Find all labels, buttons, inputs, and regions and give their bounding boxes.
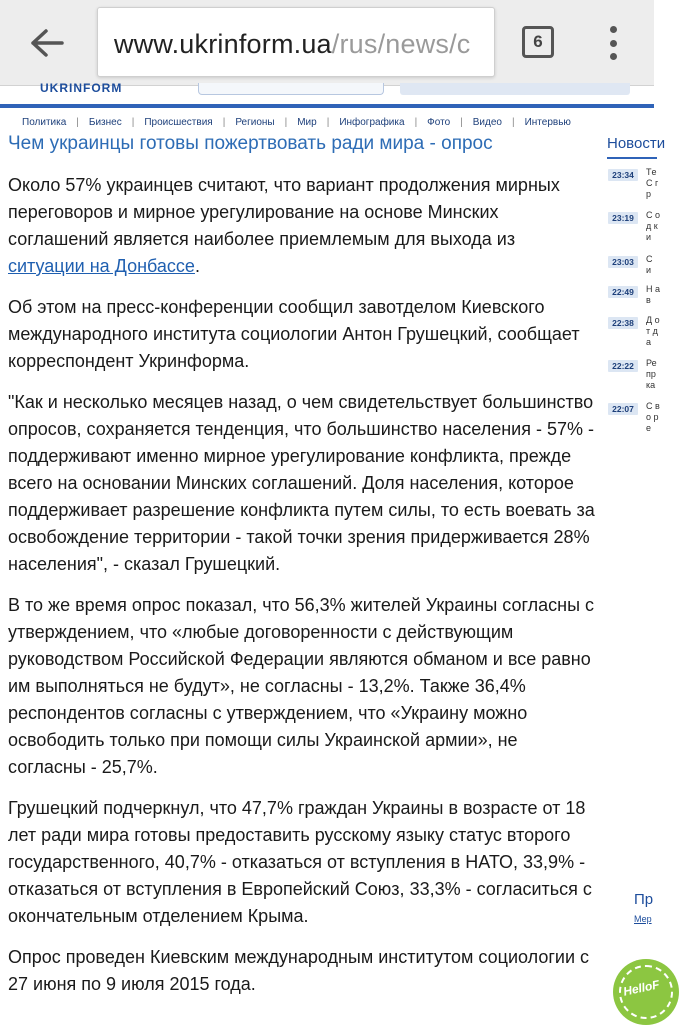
article-paragraph: Об этом на пресс-конференции сообщил завотделом Киевского международного института социологии Антон Грушецкий, сообщает корреспондент Укринформа. xyxy=(8,297,580,371)
nav-item-video[interactable]: Видео xyxy=(472,116,502,128)
site-logo[interactable]: UKRINFORM xyxy=(40,81,123,95)
nav-item-interview[interactable]: Интервью xyxy=(524,116,571,128)
news-item[interactable] xyxy=(608,317,658,357)
site-header-buttons[interactable] xyxy=(400,83,630,95)
url-host: www.ukrinform.ua xyxy=(114,29,332,59)
news-time: 23:19 xyxy=(608,212,638,224)
news-snippet: Тe С гр xyxy=(646,167,659,199)
url-text xyxy=(114,29,471,60)
article-paragraph: Опрос проведен Киевским международным институтом социологии с 27 июня по 9 июля 2015 года. xyxy=(8,947,590,994)
news-item[interactable] xyxy=(608,360,658,400)
nav-item-business[interactable]: Бизнес xyxy=(88,116,122,128)
news-time: 22:07 xyxy=(608,403,638,415)
browser-toolbar xyxy=(0,0,654,86)
nav-item-world[interactable]: Мир xyxy=(297,116,317,128)
back-button[interactable] xyxy=(22,18,72,68)
nav-item-photo[interactable]: Фото xyxy=(427,116,451,128)
hellofresh-badge[interactable] xyxy=(613,959,679,1025)
promo-title[interactable]: Пр xyxy=(634,891,654,908)
donbass-link[interactable]: ситуации на Донбассе xyxy=(8,256,195,276)
news-snippet: Н ав xyxy=(646,284,661,305)
news-time: 22:49 xyxy=(608,286,638,298)
news-snippet: Ре пр ка xyxy=(646,358,657,390)
news-snippet: Д от да xyxy=(646,315,660,347)
header-divider xyxy=(0,104,654,108)
url-path: /rus/news/c xyxy=(331,29,471,59)
news-snippet: С во ре xyxy=(646,401,660,433)
sidebar-title[interactable]: Новости xyxy=(607,135,666,152)
news-sidebar xyxy=(604,133,666,1024)
news-time: 23:03 xyxy=(608,256,638,268)
article-paragraph: Грушецкий подчеркнул, что 47,7% граждан Украины в возрасте от 18 лет ради мира готовы предоставить русскому языку статус второго государственного, 40,7% - отказаться от вступления в НАТО, 33,9% - отказаться от вступления в Европейский Союз, 33,3% - согласиться с окончательным отделением Крыма. xyxy=(8,798,592,926)
news-time: 22:22 xyxy=(608,360,638,372)
address-bar[interactable] xyxy=(97,7,495,77)
tab-switcher-button[interactable]: 6 xyxy=(522,26,554,58)
nav-item-politics[interactable]: Политика xyxy=(22,116,67,128)
news-snippet: С и xyxy=(646,254,653,275)
news-item[interactable] xyxy=(608,169,658,209)
news-item[interactable] xyxy=(608,403,658,443)
news-item[interactable] xyxy=(608,210,661,252)
promo-link[interactable]: Мер xyxy=(634,914,652,924)
news-time: 22:38 xyxy=(608,317,638,329)
article-paragraph: В то же время опрос показал, что 56,3% жителей Украины согласны с утверждением, что «любые договоренности с действующим руководством Российской Федерации являются обманом и все равно им выполняться не будут», не согласны - 13,2%. Также 36,4% респондентов согласны с утверждением, что «Украину можно освободить только при помощи силы Украинской армии», не согласны - 25,7%. xyxy=(8,595,595,777)
section-nav: Политика | Бизнес | Происшествия | Регионы | Мир | Инфографика | Фото | Видео | Интервью xyxy=(22,116,571,128)
nav-item-incidents[interactable]: Происшествия xyxy=(144,116,213,128)
nav-item-infographics[interactable]: Инфографика xyxy=(339,116,405,128)
article-paragraph: Около 57% украинцев считают, что вариант продолжения мирных переговоров и мирное урегулирование на основе Минских соглашений является наиболее приемлемым для выхода из ситуации на Донбассе. xyxy=(8,175,560,276)
article-headline: Чем украинцы готовы пожертвовать ради мира - опрос xyxy=(8,133,493,154)
article-paragraph: "Как и несколько месяцев назад, о чем свидетельствует большинство опросов, сохраняется тенденция, что большинство населения - 57% - поддерживают именно мирное урегулирование конфликта, прежде всего на основании Минских соглашений. Доля населения, которое поддерживает разрешение конфликта путем силы, то есть воевать за освобождение территории - такой точки зрения придерживается 28% населения", - сказал Грушецкий. xyxy=(8,392,595,574)
badge-text: HelloF xyxy=(621,977,661,999)
more-vertical-icon[interactable] xyxy=(598,22,628,64)
news-snippet: С од ки xyxy=(646,210,661,242)
article-body xyxy=(8,172,596,1012)
arrow-left-icon xyxy=(30,28,64,58)
news-time: 23:34 xyxy=(608,169,638,181)
site-search-input[interactable] xyxy=(198,83,384,95)
nav-item-regions[interactable]: Регионы xyxy=(235,116,275,128)
